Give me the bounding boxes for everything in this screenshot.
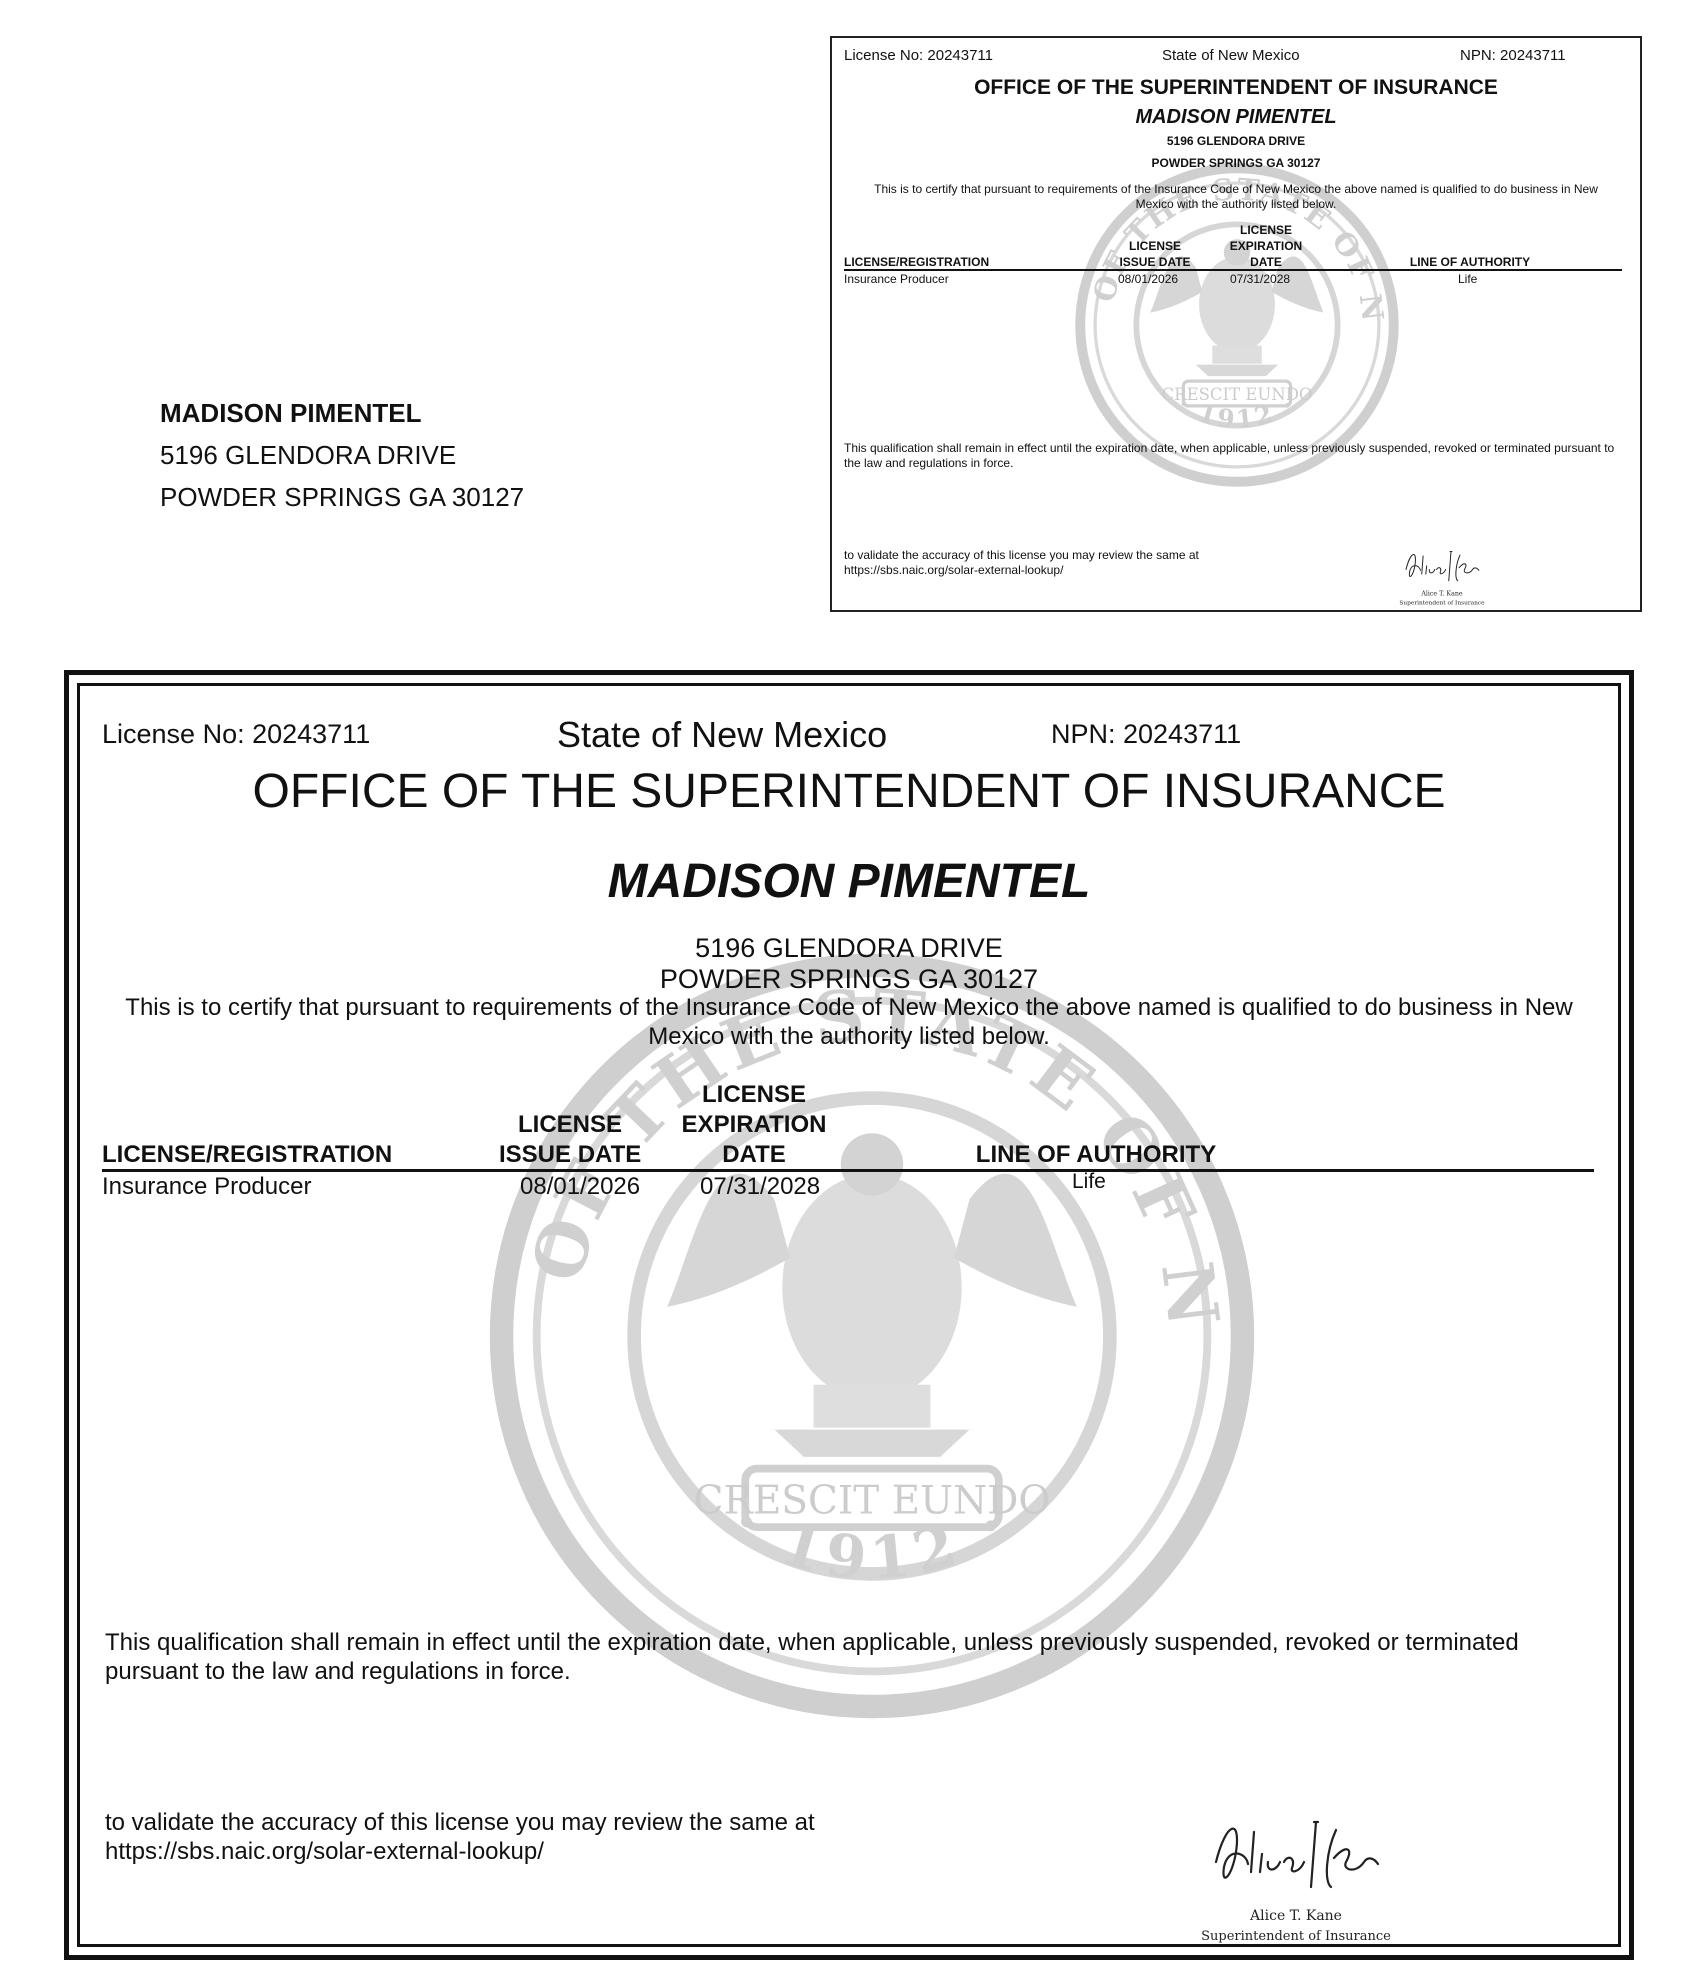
- office-title: OFFICE OF THE SUPERINTENDENT OF INSURANCE: [252, 765, 1446, 818]
- wallet-col-registration: LICENSE/REGISTRATION: [844, 255, 990, 269]
- address-line1: 5196 GLENDORA DRIVE: [695, 933, 1003, 963]
- state-name: State of New Mexico: [557, 714, 888, 755]
- col-expiration-date: LICENSE EXPIRATION DATE: [681, 1081, 827, 1168]
- wallet-card: [830, 36, 1642, 612]
- wallet-row-issue-date: 08/01/2026: [1118, 272, 1179, 286]
- mailing-address-line2: POWDER SPRINGS GA 30127: [160, 482, 525, 512]
- row-issue-date: 08/01/2026: [520, 1173, 641, 1200]
- mailing-name: MADISON PIMENTEL: [160, 398, 422, 428]
- mailing-address-line1: 5196 GLENDORA DRIVE: [160, 440, 457, 470]
- license-number: License No: 20243711: [102, 719, 371, 749]
- wallet-row-registration: Insurance Producer: [844, 272, 949, 286]
- col-registration: LICENSE/REGISTRATION: [102, 1141, 393, 1168]
- wallet-certification-text: This is to certify that pursuant to requirements of the Insurance Code of New Mexico the above named is qualified to do business in New Mexico with the authority listed below.: [874, 182, 1598, 211]
- wallet-row-expiration-date: 07/31/2028: [1230, 272, 1291, 286]
- wallet-office-title: OFFICE OF THE SUPERINTENDENT OF INSURANCE: [974, 76, 1498, 99]
- row-registration: Insurance Producer: [102, 1173, 312, 1200]
- wallet-licensee-name: MADISON PIMENTEL: [1135, 106, 1337, 128]
- npn-number: NPN: 20243711: [1051, 719, 1242, 749]
- state-seal-watermark: [482, 946, 1262, 1726]
- wallet-col-expiration-date: LICENSE EXPIRATION DATE: [1229, 223, 1303, 269]
- wallet-state: State of New Mexico: [1162, 47, 1300, 64]
- licensee-name: MADISON PIMENTEL: [607, 855, 1091, 908]
- row-expiration-date: 07/31/2028: [700, 1173, 821, 1200]
- table-rule: [102, 1169, 1594, 1172]
- license-certificate: [64, 670, 1634, 1960]
- wallet-signature: [1397, 538, 1487, 610]
- wallet-col-issue-date: LICENSE ISSUE DATE: [1119, 239, 1191, 269]
- wallet-qualification-text: This qualification shall remain in effect until the expiration date, when applicable, unless previously suspended, revoked or terminated pursuant to the law and regulations in force.: [844, 441, 1615, 470]
- wallet-address-line1: 5196 GLENDORA DRIVE: [1166, 134, 1306, 148]
- wallet-license-number: License No: 20243711: [844, 47, 994, 64]
- qualification-text: This qualification shall remain in effect until the expiration date, when applicable, unless previously suspended, revoked or terminated pursuant to the law and regulations in force.: [105, 1629, 1519, 1685]
- validation-text: to validate the accuracy of this license you may review the same at https://sbs.naic.org/solar-external-lookup/: [105, 1809, 815, 1865]
- col-issue-date: LICENSE ISSUE DATE: [499, 1111, 642, 1168]
- certification-text: This is to certify that pursuant to requirements of the Insurance Code of New Mexico the above named is qualified to do business in New Mexico with the authority listed below.: [125, 994, 1573, 1050]
- address-line2: POWDER SPRINGS GA 30127: [659, 964, 1039, 994]
- superintendent-signature: [1196, 1791, 1396, 1947]
- wallet-row-authority: Life: [1458, 272, 1478, 286]
- wallet-npn: NPN: 20243711: [1460, 47, 1566, 64]
- col-authority: LINE OF AUTHORITY: [975, 1141, 1217, 1168]
- certificate-inner-border: [77, 683, 1621, 1947]
- wallet-table-rule: [844, 269, 1622, 271]
- wallet-validation-text: to validate the accuracy of this license you may review the same at https://sbs.naic.org/solar-external-lookup/: [844, 548, 1199, 577]
- wallet-address-line2: POWDER SPRINGS GA 30127: [1151, 156, 1321, 170]
- wallet-col-authority: LINE OF AUTHORITY: [1409, 255, 1531, 269]
- row-authority: Life: [1072, 1170, 1106, 1193]
- mailing-address: [160, 392, 720, 518]
